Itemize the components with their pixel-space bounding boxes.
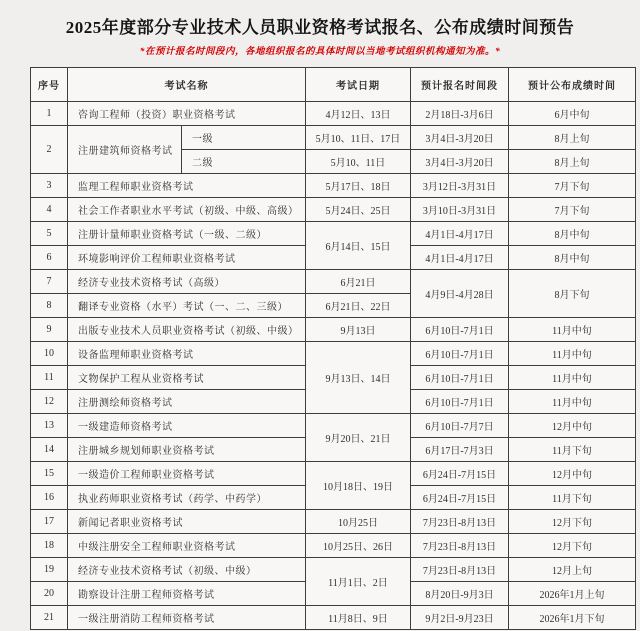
table-cell: 6月24日-7月15日 <box>411 486 509 510</box>
table-cell: 12 <box>31 390 68 414</box>
table-cell: 5 <box>31 222 68 246</box>
col-header-results-time: 预计公布成绩时间 <box>509 68 636 102</box>
col-header-exam-name: 考试名称 <box>68 68 306 102</box>
table-cell: 执业药师职业资格考试（药学、中药学） <box>68 486 306 510</box>
table-cell: 16 <box>31 486 68 510</box>
table-cell: 8 <box>31 294 68 318</box>
table-cell: 10月18日、19日 <box>306 462 411 510</box>
table-cell: 15 <box>31 462 68 486</box>
table-cell: 6月中旬 <box>509 102 636 126</box>
table-cell: 勘察设计注册工程师资格考试 <box>68 582 306 606</box>
table-cell: 9月2日-9月23日 <box>411 606 509 630</box>
table-cell: 6月24日-7月15日 <box>411 462 509 486</box>
page-title: 2025年度部分专业技术人员职业资格考试报名、公布成绩时间预告 <box>65 18 575 37</box>
table-row <box>31 342 636 366</box>
header-row <box>31 68 636 102</box>
table-cell: 8月中旬 <box>509 246 636 270</box>
table-cell: 注册城乡规划师职业资格考试 <box>68 438 306 462</box>
table-cell: 8月下旬 <box>509 270 636 318</box>
notice-text: *在预计报名时间段内，各地组织报名的具体时间以当地考试组织机构通知为准。* <box>139 47 501 57</box>
table-cell: 4月9日-4月28日 <box>411 270 509 318</box>
table-cell: 6 <box>31 246 68 270</box>
table-cell: 6月10日-7月1日 <box>411 366 509 390</box>
table-cell: 10月25日、26日 <box>306 534 411 558</box>
table-cell: 11 <box>31 366 68 390</box>
table-cell: 9月20日、21日 <box>306 414 411 462</box>
table-cell: 5月17日、18日 <box>306 174 411 198</box>
table-cell: 2026年1月下旬 <box>509 606 636 630</box>
table-cell: 3 <box>31 174 68 198</box>
table-cell: 6月10日-7月1日 <box>411 342 509 366</box>
table-cell: 一级 <box>182 126 306 150</box>
table-cell: 12月上旬 <box>509 558 636 582</box>
table-cell: 14 <box>31 438 68 462</box>
table-cell: 8月20日-9月3日 <box>411 582 509 606</box>
table-cell: 二级 <box>182 150 306 174</box>
table-cell: 20 <box>31 582 68 606</box>
table-cell: 2 <box>31 126 68 174</box>
table-row <box>31 270 636 294</box>
table-cell: 11月下旬 <box>509 486 636 510</box>
table-row <box>31 606 636 630</box>
table-cell: 设备监理师职业资格考试 <box>68 342 306 366</box>
table-row <box>31 102 636 126</box>
table-cell: 监理工程师职业资格考试 <box>68 174 306 198</box>
table-cell: 4月12日、13日 <box>306 102 411 126</box>
table-cell: 2月18日-3月6日 <box>411 102 509 126</box>
table-cell: 12月中旬 <box>509 462 636 486</box>
table-cell: 经济专业技术资格考试（初级、中级） <box>68 558 306 582</box>
table-cell: 11月中旬 <box>509 342 636 366</box>
table-cell: 注册计量师职业资格考试（一级、二级） <box>68 222 306 246</box>
col-header-registration-period: 预计报名时间段 <box>411 68 509 102</box>
table-cell: 经济专业技术资格考试（高级） <box>68 270 306 294</box>
table-cell: 11月中旬 <box>509 390 636 414</box>
table-row <box>31 462 636 486</box>
table-cell: 7月23日-8月13日 <box>411 534 509 558</box>
table-cell: 4月1日-4月17日 <box>411 246 509 270</box>
table-cell: 3月12日-3月31日 <box>411 174 509 198</box>
table-cell: 文物保护工程从业资格考试 <box>68 366 306 390</box>
table-cell: 6月21日、22日 <box>306 294 411 318</box>
table-cell: 18 <box>31 534 68 558</box>
table-cell: 10月25日 <box>306 510 411 534</box>
table-cell: 注册建筑师资格考试 <box>68 126 182 174</box>
table-cell: 3月4日-3月20日 <box>411 126 509 150</box>
table-cell: 12月下旬 <box>509 510 636 534</box>
table-cell: 4 <box>31 198 68 222</box>
table-cell: 7 <box>31 270 68 294</box>
table-row <box>31 222 636 246</box>
table-cell: 5月24日、25日 <box>306 198 411 222</box>
table-cell: 7月23日-8月13日 <box>411 510 509 534</box>
table-cell: 9月13日、14日 <box>306 342 411 414</box>
exam-schedule-table <box>30 67 636 630</box>
table-cell: 2026年1月上旬 <box>509 582 636 606</box>
table-cell: 一级建造师资格考试 <box>68 414 306 438</box>
table-cell: 12月中旬 <box>509 414 636 438</box>
exam-table-body <box>31 102 636 630</box>
col-header-seq: 序号 <box>31 68 68 102</box>
table-row <box>31 534 636 558</box>
table-cell: 新闻记者职业资格考试 <box>68 510 306 534</box>
table-cell: 9月13日 <box>306 318 411 342</box>
table-cell: 6月10日-7月7日 <box>411 414 509 438</box>
table-cell: 11月中旬 <box>509 366 636 390</box>
table-cell: 10 <box>31 342 68 366</box>
table-cell: 7月下旬 <box>509 198 636 222</box>
table-cell: 3月4日-3月20日 <box>411 150 509 174</box>
table-row <box>31 198 636 222</box>
table-cell: 中级注册安全工程师职业资格考试 <box>68 534 306 558</box>
table-row <box>31 126 636 150</box>
table-cell: 注册测绘师资格考试 <box>68 390 306 414</box>
table-cell: 7月23日-8月13日 <box>411 558 509 582</box>
table-cell: 6月10日-7月1日 <box>411 318 509 342</box>
table-cell: 4月1日-4月17日 <box>411 222 509 246</box>
table-cell: 6月14日、15日 <box>306 222 411 270</box>
table-cell: 8月中旬 <box>509 222 636 246</box>
table-cell: 一级造价工程师职业资格考试 <box>68 462 306 486</box>
table-row <box>31 318 636 342</box>
table-cell: 3月10日-3月31日 <box>411 198 509 222</box>
table-cell: 5月10、11日、17日 <box>306 126 411 150</box>
table-cell: 8月上旬 <box>509 126 636 150</box>
table-cell: 12月下旬 <box>509 534 636 558</box>
table-cell: 翻译专业资格（水平）考试（一、二、三级） <box>68 294 306 318</box>
table-cell: 19 <box>31 558 68 582</box>
table-cell: 21 <box>31 606 68 630</box>
table-row <box>31 510 636 534</box>
table-cell: 咨询工程师（投资）职业资格考试 <box>68 102 306 126</box>
table-cell: 6月17日-7月3日 <box>411 438 509 462</box>
table-cell: 9 <box>31 318 68 342</box>
table-cell: 出版专业技术人员职业资格考试（初级、中级） <box>68 318 306 342</box>
table-row <box>31 414 636 438</box>
table-cell: 11月8日、9日 <box>306 606 411 630</box>
table-cell: 环境影响评价工程师职业资格考试 <box>68 246 306 270</box>
table-cell: 6月10日-7月1日 <box>411 390 509 414</box>
table-cell: 11月下旬 <box>509 438 636 462</box>
table-row <box>31 174 636 198</box>
col-header-exam-date: 考试日期 <box>306 68 411 102</box>
table-cell: 13 <box>31 414 68 438</box>
table-cell: 17 <box>31 510 68 534</box>
table-row <box>31 558 636 582</box>
table-cell: 1 <box>31 102 68 126</box>
table-cell: 6月21日 <box>306 270 411 294</box>
table-cell: 社会工作者职业水平考试（初级、中级、高级） <box>68 198 306 222</box>
table-cell: 7月下旬 <box>509 174 636 198</box>
table-cell: 5月10、11日 <box>306 150 411 174</box>
table-cell: 8月上旬 <box>509 150 636 174</box>
table-cell: 11月1日、2日 <box>306 558 411 606</box>
table-cell: 11月中旬 <box>509 318 636 342</box>
table-cell: 一级注册消防工程师资格考试 <box>68 606 306 630</box>
